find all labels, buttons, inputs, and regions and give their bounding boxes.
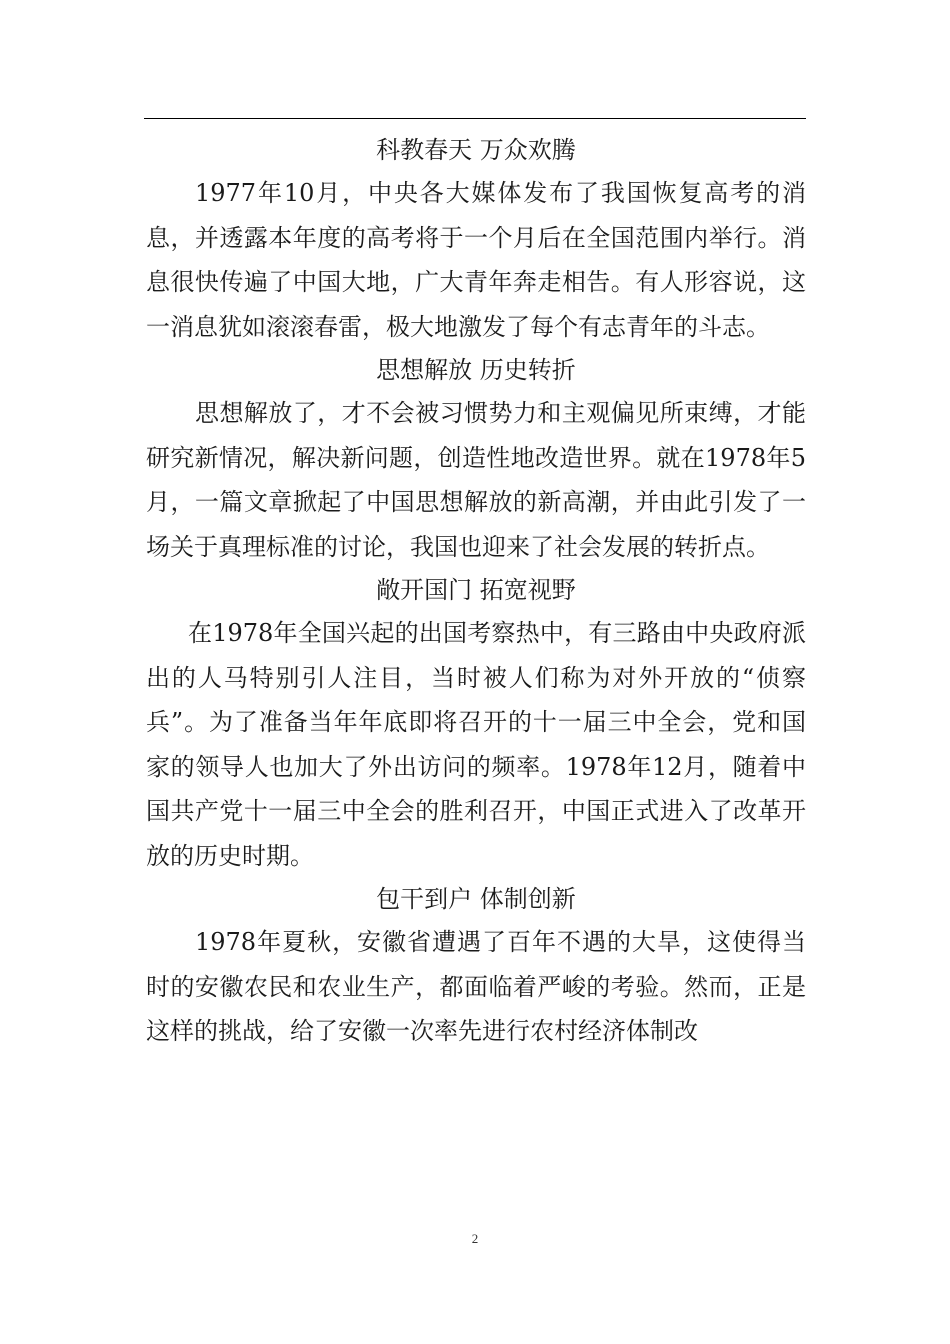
page-number: 2 (471, 1231, 479, 1246)
section-title: 思想解放 历史转折 (376, 356, 576, 384)
page-content (146, 129, 806, 1054)
section-title: 敞开国门 拓宽视野 (376, 576, 576, 604)
section-paragraph: 思想解放了，才不会被习惯势力和主观偏见所束缚，才能研究新情况，解决新问题，创造性地改造世界。就在1978年5月，一篇文章掀起了中国思想解放的新高潮，并由此引发了一场关于真理标准的讨论，我国也迎来了社会发展的转折点。 (146, 399, 806, 561)
header-rule (144, 118, 806, 119)
section-title: 科教春天 万众欢腾 (376, 136, 576, 164)
section-title: 包干到户 体制创新 (376, 885, 576, 913)
section-paragraph: 1978年夏秋，安徽省遭遇了百年不遇的大旱，这使得当时的安徽农民和农业生产，都面临着严峻的考验。然而，正是这样的挑战，给了安徽一次率先进行农村经济体制改 (146, 928, 806, 1045)
section-paragraph: 在1978年全国兴起的出国考察热中，有三路由中央政府派出的人马特别引人注目，当时被人们称为对外开放的“侦察兵”。为了准备当年年底即将召开的十一届三中全会，党和国家的领导人也加大了外出访问的频率。1978年12月，随着中国共产党十一届三中全会的胜利召开，中国正式进入了改革开放的历史时期。 (146, 619, 806, 870)
section-paragraph: 1977年10月，中央各大媒体发布了我国恢复高考的消息，并透露本年度的高考将于一个月后在全国范围内举行。消息很快传遍了中国大地，广大青年奔走相告。有人形容说，这一消息犹如滚滚春雷，极大地激发了每个有志青年的斗志。 (146, 179, 806, 341)
